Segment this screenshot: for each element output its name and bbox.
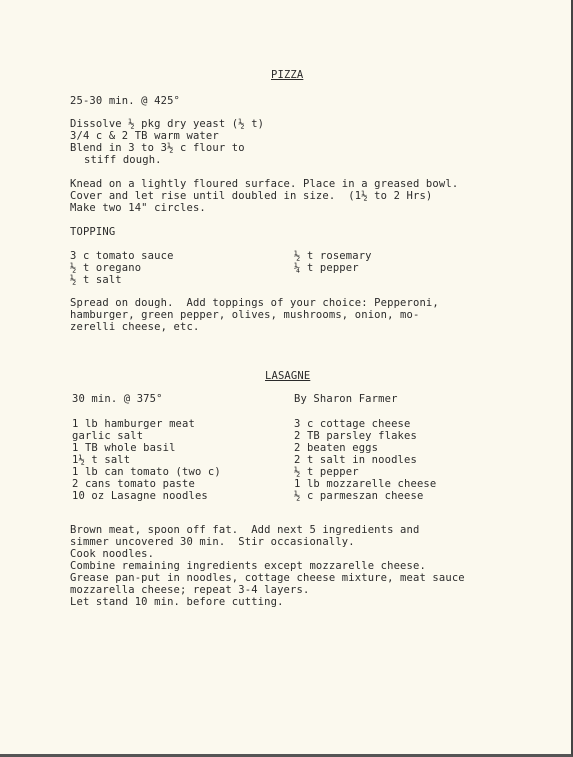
dough-line: stiff dough. — [84, 154, 162, 166]
knead-line: Knead on a lightly floured surface. Place in a greased bowl. — [70, 178, 459, 190]
dough-line: Dissolve ½ pkg dry yeast (½ t) — [70, 118, 265, 130]
topping-heading: TOPPING — [70, 226, 116, 238]
ingredient-item: 1 lb can tomato (two c) — [72, 466, 221, 478]
knead-line: Cover and let rise until doubled in size. (1½ to 2 Hrs) — [70, 190, 433, 202]
pizza-time-temp: 25-30 min. @ 425° — [70, 95, 181, 107]
ingredient-item: 2 cans tomato paste — [72, 478, 195, 490]
topping-item: ½ t oregano — [70, 262, 142, 274]
ingredient-item: 3 c cottage cheese — [294, 418, 411, 430]
direction-line: Grease pan-put in noodles, cottage cheese mixture, meat sauce — [70, 572, 465, 584]
dough-line: 3/4 c & 2 TB warm water — [70, 130, 219, 142]
ingredient-item: 1 lb mozzarelle cheese — [294, 478, 437, 490]
ingredient-item: 1 lb hamburger meat — [72, 418, 195, 430]
direction-line: Combine remaining ingredients except mozzarelle cheese. — [70, 560, 426, 572]
dough-line: Blend in 3 to 3½ c flour to — [70, 142, 245, 154]
ingredient-item: ½ c parmeszan cheese — [294, 490, 424, 502]
direction-line: mozzarella cheese; repeat 3-4 layers. — [70, 584, 310, 596]
topping-item: 3 c tomato sauce — [70, 250, 174, 262]
lasagne-time-temp: 30 min. @ 375° — [72, 393, 163, 405]
direction-line: Let stand 10 min. before cutting. — [70, 596, 284, 608]
lasagne-title: LASAGNE — [265, 370, 311, 382]
direction-line: Brown meat, spoon off fat. Add next 5 ingredients and — [70, 524, 420, 536]
topping-item: ½ t salt — [70, 274, 122, 286]
ingredient-item: 10 oz Lasagne noodles — [72, 490, 208, 502]
ingredient-item: 2 t salt in noodles — [294, 454, 417, 466]
spread-line: Spread on dough. Add toppings of your choice: Pepperoni, — [70, 297, 439, 309]
ingredient-item: garlic salt — [72, 430, 144, 442]
ingredient-item: 1 TB whole basil — [72, 442, 176, 454]
spread-line: zerelli cheese, etc. — [70, 321, 200, 333]
pizza-title: PIZZA — [271, 69, 304, 81]
knead-line: Make two 14" circles. — [70, 202, 206, 214]
ingredient-item: 2 beaten eggs — [294, 442, 379, 454]
ingredient-item: ½ t pepper — [294, 466, 359, 478]
direction-line: simmer uncovered 30 min. Stir occasionally. — [70, 536, 355, 548]
direction-line: Cook noodles. — [70, 548, 155, 560]
ingredient-item: 1½ t salt — [72, 454, 131, 466]
topping-item: ½ t rosemary — [294, 250, 372, 262]
spread-line: hamburger, green pepper, olives, mushrooms, onion, mo- — [70, 309, 420, 321]
ingredient-item: 2 TB parsley flakes — [294, 430, 417, 442]
topping-item: ¼ t pepper — [294, 262, 359, 274]
lasagne-author: By Sharon Farmer — [294, 393, 398, 405]
